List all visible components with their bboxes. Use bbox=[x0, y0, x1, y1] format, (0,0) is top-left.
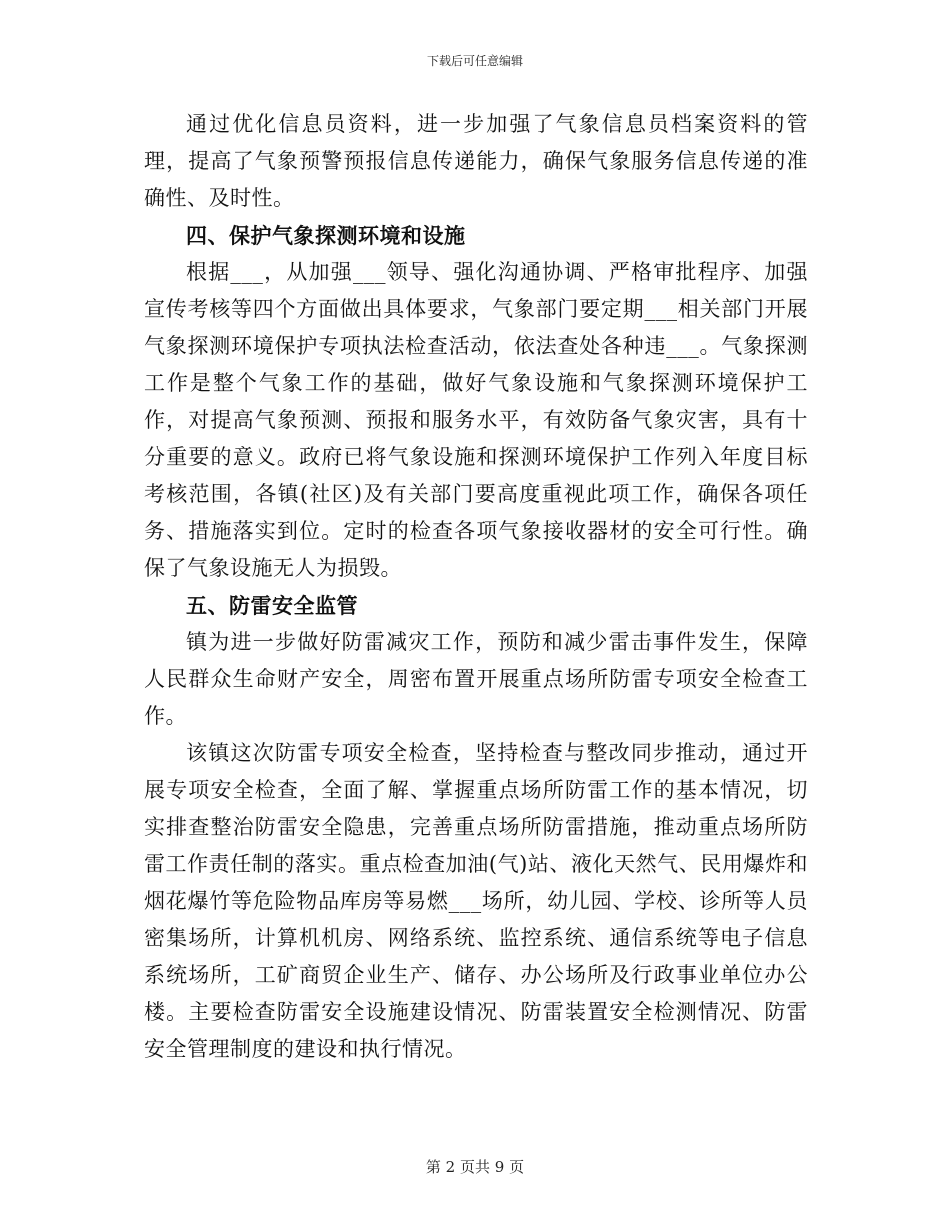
document-body bbox=[144, 106, 808, 1068]
paragraph-info-officer: 通过优化信息员资料，进一步加强了气象信息员档案资料的管理，提高了气象预警预报信息传递能力，确保气象服务信息传递的准确性、及时性。 bbox=[144, 112, 808, 210]
paragraph-lightning-inspection: 该镇这次防雷专项安全检查，坚持检查与整改同步推动，通过开展专项安全检查，全面了解、掌握重点场所防雷工作的基本情况，切实排查整治防雷安全隐患，完善重点场所防雷措施，推动重点场所防雷工作责任制的落实。重点检查加油(气)站、液化天然气、民用爆炸和烟花爆竹等危险物品库房等易燃___场所，幼儿园、学校、诊所等人员密集场所，计算机机房、网络系统、监控系统、通信系统等电子信息系统场所，工矿商贸企业生产、储存、办公场所及行政事业单位办公楼。主要检查防雷安全设施建设情况、防雷装置安全检测情况、防雷安全管理制度的建设和执行情况。 bbox=[144, 741, 808, 1061]
page-number: 第 2 页共 9 页 bbox=[425, 1158, 525, 1176]
section-heading-5: 五、防雷安全监管 bbox=[186, 593, 358, 618]
paragraph-lightning-intro: 镇为进一步做好防雷减灾工作，预防和减少雷击事件发生，保障人民群众生命财产安全，周密布置开展重点场所防雷专项安全检查工作。 bbox=[144, 630, 808, 728]
page-header: 下载后可任意编辑 bbox=[426, 54, 523, 68]
section-heading-4: 四、保护气象探测环境和设施 bbox=[186, 223, 466, 248]
paragraph-environment-protection: 根据___，从加强___领导、强化沟通协调、严格审批程序、加强宣传考核等四个方面做出具体要求，气象部门要定期___相关部门开展气象探测环境保护专项执法检查活动，依法查处各种违___。气象探测工作是整个气象工作的基础，做好气象设施和气象探测环境保护工作，对提高气象预测、预报和服务水平，有效防备气象灾害，具有十分重要的意义。政府已将气象设施和探测环境保护工作列入年度目标考核范围，各镇(社区)及有关部门要高度重视此项工作，确保各项任务、措施落实到位。定时的检查各项气象接收器材的安全可行性。确保了气象设施无人为损毁。 bbox=[144, 260, 808, 580]
